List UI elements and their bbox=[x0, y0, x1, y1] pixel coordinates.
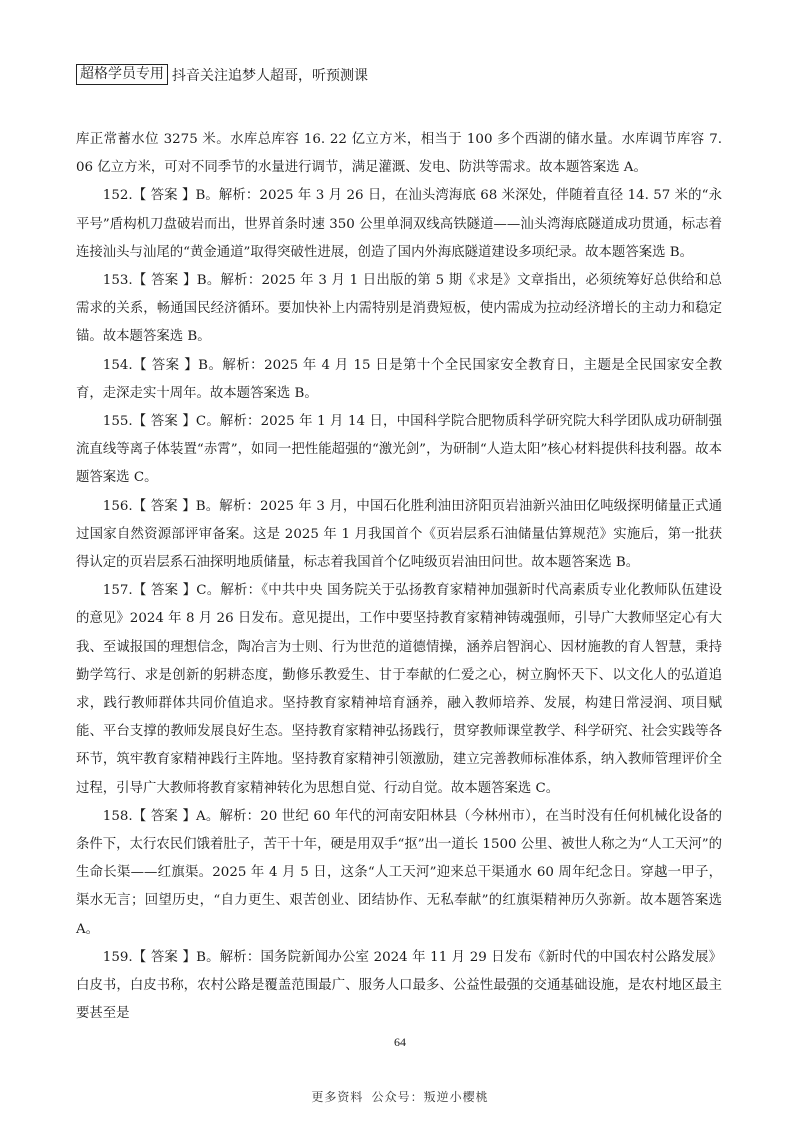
answer-154: 154.【 答案 】B。解析：2025 年 4 月 15 日是第十个全民国家安全教育日，主题是全民国家安全教育，走深走实十周年。故本题答案选 B。 bbox=[76, 357, 722, 401]
document-body bbox=[76, 126, 722, 1029]
answer-155: 155.【 答案 】C。解析：2025 年 1 月 14 日，中国科学院合肥物质科学研究院大科学团队成功研制强流直线等离子体装置“赤霄”，如同一把性能超强的“激光剑”，为研制“人造太阳”核心材料提供科技利器。故本题答案选 C。 bbox=[76, 414, 722, 486]
paragraph-continuation: 库正常蓄水位 3275 米。水库总库容 16. 22 亿立方米，相当于 100 多个西湖的储水量。水库调节库容 7. 06 亿立方米，可对不同季节的水量进行调节，满足灌溉、发电、防洪等需求。故本题答案选 A。 bbox=[76, 132, 722, 176]
header-badge: 超格学员专用 bbox=[76, 64, 168, 85]
page-footer: 更多资料 公众号：叛逆小樱桃 bbox=[311, 1090, 489, 1104]
header-text: 抖音关注追梦人超哥，听预测课 bbox=[172, 67, 368, 84]
answer-158: 158.【 答案 】A。解析：20 世纪 60 年代的河南安阳林县（今林州市），在当时没有任何机械化设备的条件下，太行农民们饿着肚子，苦干十年，硬是用双手“抠”出一道长 1500 公里、被世人称之为“人工天河”的生命长渠——红旗渠。2025 年 4 月 5 日，这条“人工天河”迎来总干渠通水 60 周年纪念日。穿越一甲子，渠水无言；回望历史，“自力更生、艰苦创业、团结协作、无私奉献”的红旗渠精神历久弥新。故本题答案选 A。 bbox=[76, 808, 722, 937]
answer-156: 156.【 答案 】B。解析：2025 年 3 月，中国石化胜利油田济阳页岩油新兴油田亿吨级探明储量正式通过国家自然资源部评审备案。这是 2025 年 1 月我国首个《页岩层系石油储量估算规范》实施后，第一批获得认定的页岩层系石油探明地质储量，标志着我国首个亿吨级页岩油田问世。故本题答案选 B。 bbox=[76, 498, 722, 571]
answer-159: 159.【 答案 】B。解析：国务院新闻办公室 2024 年 11 月 29 日发布《新时代的中国农村公路发展》白皮书，白皮书称，农村公路是覆盖范围最广、服务人口最多、公益性最强的交通基础设施，是农村地区最主要甚至是 bbox=[76, 949, 722, 1022]
page-number: 64 bbox=[394, 1035, 406, 1049]
answer-152: 152.【 答案 】B。解析：2025 年 3 月 26 日，在汕头湾海底 68 米深处，伴随着直径 14. 57 米的“永平号”盾构机刀盘破岩而出，世界首条时速 350 公里单洞双线高铁隧道——汕头湾海底隧道成功贯通，标志着连接汕头与汕尾的“黄金通道”取得突破性进展，创造了国内外海底隧道建设多项纪录。故本题答案选 B。 bbox=[76, 188, 722, 260]
page-header bbox=[76, 64, 368, 85]
answer-153: 153.【 答案 】B。解析：2025 年 3 月 1 日出版的第 5 期《求是》文章指出，必须统筹好总供给和总需求的关系，畅通国民经济循环。要加快补上内需特别是消费短板，使内需成为拉动经济增长的主动力和稳定锚。故本题答案选 B。 bbox=[76, 273, 722, 345]
answer-157: 157.【 答案 】C。解析：《中共中央 国务院关于弘扬教育家精神加强新时代高素质专业化教师队伍建设的意见》2024 年 8 月 26 日发布。意见提出，工作中要坚持教育家精神铸魂强师，引导广大教师坚定心有大我、至诚报国的理想信念，陶冶言为士则、行为世范的道德情操，涵养启智润心、因材施教的育人智慧，秉持勤学笃行、求是创新的躬耕态度，勤修乐教爱生、甘于奉献的仁爱之心，树立胸怀天下、以文化人的弘道追求，践行教师群体共同价值追求。坚持教育家精神培育涵养，融入教师培养、发展，构建日常浸润、项目赋能、平台支撑的教师发展良好生态。坚持教育家精神弘扬践行，贯穿教师课堂教学、科学研究、社会实践等各环节，筑牢教育家精神践行主阵地。坚持教育家精神引领激励，建立完善教师标准体系，纳入教师管理评价全过程，引导广大教师将教育家精神转化为思想自觉、行动自觉。故本题答案选 C。 bbox=[76, 583, 722, 796]
